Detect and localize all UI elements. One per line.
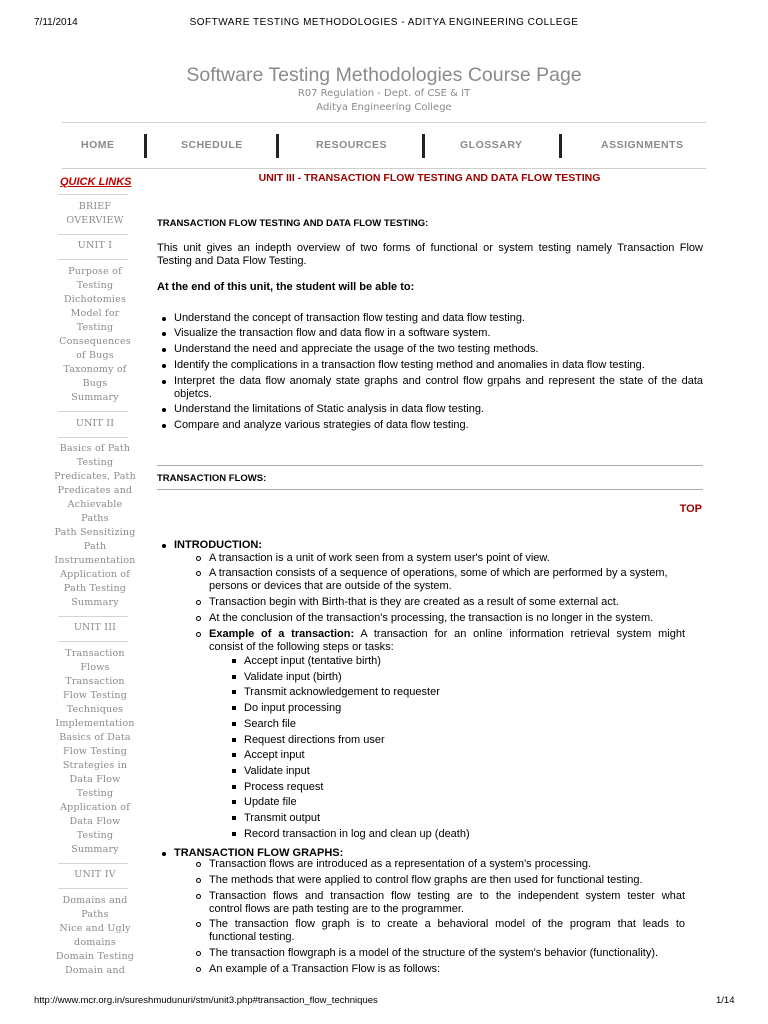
square-bullet-icon bbox=[232, 659, 236, 663]
circle-bullet-icon bbox=[196, 878, 201, 883]
intro-paragraph-line: This unit gives an indepth overview of two forms of functional or system testing namely Transaction Flow bbox=[157, 242, 703, 254]
bullet-icon bbox=[162, 332, 166, 336]
circle-bullet-icon bbox=[196, 556, 201, 561]
transaction-step: Request directions from user bbox=[244, 734, 385, 746]
introduction-point: Transaction begin with Birth-that is they are created as a result of some external act. bbox=[209, 596, 619, 608]
sidebar-link[interactable]: Taxonomy of bbox=[63, 364, 127, 375]
circle-bullet-icon bbox=[196, 862, 201, 867]
sidebar-link[interactable]: Strategies in bbox=[62, 760, 128, 771]
graphs-point: The methods that were applied to control flow graphs are then used for functional testing. bbox=[209, 874, 643, 886]
sidebar-link[interactable]: Summary bbox=[71, 597, 119, 608]
nav-resources[interactable]: RESOURCES bbox=[316, 139, 388, 151]
circle-bullet-icon bbox=[196, 600, 201, 605]
objective-item: Understand the limitations of Static analysis in data flow testing. bbox=[174, 403, 484, 415]
sidebar-divider bbox=[58, 234, 128, 235]
sidebar-divider bbox=[58, 259, 128, 260]
sidebar-link[interactable]: Paths bbox=[81, 513, 109, 524]
transaction-step: Process request bbox=[244, 781, 324, 793]
sidebar-link[interactable]: Bugs bbox=[82, 378, 108, 389]
square-bullet-icon bbox=[232, 785, 236, 789]
bullet-icon bbox=[162, 317, 166, 321]
sidebar-link[interactable]: Consequences bbox=[59, 336, 131, 347]
sidebar-link[interactable]: Testing bbox=[76, 280, 114, 291]
sidebar-link[interactable]: Basics of Data bbox=[59, 732, 131, 743]
graphs-point: Transaction flows are introduced as a representation of a system's processing. bbox=[209, 858, 591, 870]
square-bullet-icon bbox=[232, 738, 236, 742]
sidebar-link[interactable]: domains bbox=[74, 937, 116, 948]
circle-bullet-icon bbox=[196, 951, 201, 956]
transaction-step: Search file bbox=[244, 718, 296, 730]
sidebar-divider bbox=[58, 616, 128, 617]
circle-bullet-icon bbox=[196, 894, 201, 899]
sidebar-link[interactable]: Testing bbox=[76, 788, 114, 799]
sidebar-item-unit-2[interactable]: UNIT II bbox=[75, 418, 115, 429]
example-text: A transaction for an online information retrieval system might bbox=[354, 628, 686, 640]
sidebar-divider bbox=[58, 194, 128, 195]
graphs-point: Transaction flows and transaction flow testing are to the independent system tester what bbox=[209, 890, 685, 902]
sidebar-divider bbox=[58, 641, 128, 642]
site-college: Aditya Engineering College bbox=[316, 102, 452, 113]
transaction-step: Validate input (birth) bbox=[244, 671, 342, 683]
graphs-point: The transaction flowgraph is a model of the structure of the system's behavior (functionality). bbox=[209, 947, 659, 959]
nav-separator bbox=[559, 134, 562, 158]
transaction-step: Transmit acknowledgement to requester bbox=[244, 686, 440, 698]
objective-item: Interpret the data flow anomaly state graphs and control flow grpahs and represent the state of the data bbox=[174, 375, 703, 387]
sidebar-link[interactable]: Testing bbox=[76, 830, 114, 841]
circle-bullet-icon bbox=[196, 632, 201, 637]
objective-item: Visualize the transaction flow and data flow in a software system. bbox=[174, 327, 491, 339]
sidebar-link[interactable]: Path bbox=[83, 541, 107, 552]
sidebar-link[interactable]: Application of bbox=[60, 569, 130, 580]
sidebar-link[interactable]: Techniques bbox=[66, 704, 124, 715]
transaction-step: Accept input bbox=[244, 749, 305, 761]
site-title: Software Testing Methodologies Course Page bbox=[186, 64, 582, 86]
sidebar-link[interactable]: Paths bbox=[81, 909, 109, 920]
graphs-point: An example of a Transaction Flow is as follows: bbox=[209, 963, 441, 975]
nav-separator bbox=[422, 134, 425, 158]
sidebar-item-brief-overview[interactable]: OVERVIEW bbox=[66, 215, 124, 226]
transaction-step: Validate input bbox=[244, 765, 310, 777]
objective-item: objetcs. bbox=[174, 388, 212, 400]
sidebar-link[interactable]: Model for bbox=[70, 308, 120, 319]
sidebar-link[interactable]: Summary bbox=[71, 844, 119, 855]
sidebar-link[interactable]: Instrumentation bbox=[54, 555, 136, 566]
sidebar-link[interactable]: Summary bbox=[71, 392, 119, 403]
sidebar-link[interactable]: Testing bbox=[76, 457, 114, 468]
objective-item: Identify the complications in a transaction flow testing method and anomalies in data flow testing. bbox=[174, 359, 645, 371]
sidebar-link[interactable]: Data Flow bbox=[69, 816, 121, 827]
sidebar-link[interactable]: Flow Testing bbox=[62, 690, 128, 701]
sidebar-link[interactable]: of Bugs bbox=[76, 350, 114, 361]
nav-home[interactable]: HOME bbox=[81, 139, 115, 151]
sidebar-link[interactable]: Domains and bbox=[62, 895, 128, 906]
page-number: 1/14 bbox=[716, 995, 735, 1006]
introduction-point: persons or devices that are outside of the system. bbox=[209, 580, 452, 592]
example-label: Example of a transaction: bbox=[209, 628, 355, 640]
transaction-step: Record transaction in log and clean up (death) bbox=[244, 828, 470, 840]
intro-paragraph-line: Testing and Data Flow Testing. bbox=[157, 255, 307, 267]
bullet-icon bbox=[162, 408, 166, 412]
circle-bullet-icon bbox=[196, 922, 201, 927]
introduction-point: A transaction is a unit of work seen from a system user's point of view. bbox=[209, 552, 550, 564]
sidebar-link[interactable]: Path Testing bbox=[63, 583, 127, 594]
square-bullet-icon bbox=[232, 800, 236, 804]
nav-assignments[interactable]: ASSIGNMENTS bbox=[601, 139, 684, 151]
quick-links-heading: QUICK LINKS bbox=[60, 176, 132, 188]
square-bullet-icon bbox=[232, 706, 236, 710]
sidebar-link[interactable]: Basics of Path bbox=[59, 443, 131, 454]
sidebar-link[interactable]: Transaction bbox=[65, 676, 125, 687]
square-bullet-icon bbox=[232, 753, 236, 757]
example-line bbox=[209, 628, 685, 641]
transaction-step: Accept input (tentative birth) bbox=[244, 655, 381, 667]
sidebar-link[interactable]: Application of bbox=[60, 802, 130, 813]
print-title: SOFTWARE TESTING METHODOLOGIES - ADITYA ENGINEERING COLLEGE bbox=[189, 17, 579, 28]
square-bullet-icon bbox=[232, 675, 236, 679]
graphs-point: The transaction flow graph is to create a behavioral model of the program that leads to bbox=[209, 918, 685, 930]
sidebar-item-brief-overview[interactable]: BRIEF bbox=[78, 201, 112, 212]
section-heading: TRANSACTION FLOW TESTING AND DATA FLOW TESTING: bbox=[157, 218, 429, 229]
transaction-flows-heading: TRANSACTION FLOWS: bbox=[157, 473, 267, 484]
square-bullet-icon bbox=[232, 816, 236, 820]
main-nav bbox=[62, 122, 706, 169]
square-bullet-icon bbox=[232, 690, 236, 694]
bullet-icon bbox=[162, 364, 166, 368]
graphs-point: functional testing. bbox=[209, 931, 295, 943]
site-regulation: R07 Regulation - Dept. of CSE & IT bbox=[297, 88, 471, 99]
sidebar-link[interactable]: Domain and bbox=[64, 965, 126, 976]
divider bbox=[157, 489, 703, 490]
sidebar-link[interactable]: Nice and Ugly bbox=[59, 923, 131, 934]
square-bullet-icon bbox=[232, 769, 236, 773]
transaction-step: Do input processing bbox=[244, 702, 342, 714]
sidebar-link[interactable]: Domain Testing bbox=[55, 951, 135, 962]
transaction-step: Transmit output bbox=[244, 812, 321, 824]
introduction-heading: INTRODUCTION: bbox=[174, 539, 262, 551]
sidebar-link[interactable]: Flow Testing bbox=[62, 746, 128, 757]
sidebar-divider bbox=[58, 863, 128, 864]
bullet-icon bbox=[162, 380, 166, 384]
nav-schedule[interactable]: SCHEDULE bbox=[181, 139, 243, 151]
sidebar-link[interactable]: Purpose of bbox=[68, 266, 122, 277]
sidebar-link[interactable]: Predicates, Path bbox=[54, 471, 136, 482]
print-date: 7/11/2014 bbox=[34, 17, 78, 28]
sidebar-item-unit-1[interactable]: UNIT I bbox=[77, 240, 113, 251]
bullet-icon bbox=[162, 544, 166, 548]
transaction-step: Update file bbox=[244, 796, 297, 808]
square-bullet-icon bbox=[232, 722, 236, 726]
circle-bullet-icon bbox=[196, 967, 201, 972]
circle-bullet-icon bbox=[196, 571, 201, 576]
nav-separator bbox=[276, 134, 279, 158]
sidebar-item-unit-3[interactable]: UNIT III bbox=[73, 622, 117, 633]
sidebar-divider bbox=[58, 411, 128, 412]
bullet-icon bbox=[162, 348, 166, 352]
sidebar-link[interactable]: Implementation bbox=[55, 718, 135, 729]
introduction-point: A transaction consists of a sequence of operations, some of which are performed by a system, bbox=[209, 567, 668, 579]
sidebar-link[interactable]: Predicates and bbox=[57, 485, 133, 496]
sidebar-link[interactable]: Data Flow bbox=[69, 774, 121, 785]
sidebar-link[interactable]: Dichotomies bbox=[63, 294, 127, 305]
nav-glossary[interactable]: GLOSSARY bbox=[460, 139, 523, 151]
nav-separator bbox=[144, 134, 147, 158]
bullet-icon bbox=[162, 424, 166, 428]
objective-item: Understand the need and appreciate the usage of the two testing methods. bbox=[174, 343, 539, 355]
divider bbox=[157, 465, 703, 466]
objective-item: Compare and analyze various strategies of data flow testing. bbox=[174, 419, 469, 431]
sidebar-link[interactable]: Path Sensitizing bbox=[54, 527, 136, 538]
sidebar-divider bbox=[58, 437, 128, 438]
bullet-icon bbox=[162, 852, 166, 856]
unit-title: UNIT III - TRANSACTION FLOW TESTING AND DATA FLOW TESTING bbox=[258, 172, 601, 184]
objective-item: Understand the concept of transaction flow testing and data flow testing. bbox=[174, 312, 525, 324]
graphs-point: control flows are path testing are to the programmer. bbox=[209, 903, 464, 915]
sidebar-link[interactable]: Testing bbox=[76, 322, 114, 333]
top-link[interactable]: TOP bbox=[679, 503, 702, 515]
sidebar-item-unit-4[interactable]: UNIT IV bbox=[74, 869, 116, 880]
introduction-point: At the conclusion of the transaction's processing, the transaction is no longer in the system. bbox=[209, 612, 654, 624]
graphs-heading: TRANSACTION FLOW GRAPHS: bbox=[174, 847, 344, 859]
sidebar-link[interactable]: Achievable bbox=[67, 499, 123, 510]
objectives-heading: At the end of this unit, the student will be able to: bbox=[157, 281, 415, 293]
example-line: consist of the following steps or tasks: bbox=[209, 641, 394, 653]
print-url: http://www.mcr.org.in/sureshmudunuri/stm/unit3.php#transaction_flow_techniques bbox=[34, 995, 378, 1006]
square-bullet-icon bbox=[232, 832, 236, 836]
sidebar-link[interactable]: Transaction bbox=[65, 648, 125, 659]
sidebar-link[interactable]: Flows bbox=[80, 662, 110, 673]
circle-bullet-icon bbox=[196, 616, 201, 621]
sidebar-divider bbox=[58, 888, 128, 889]
